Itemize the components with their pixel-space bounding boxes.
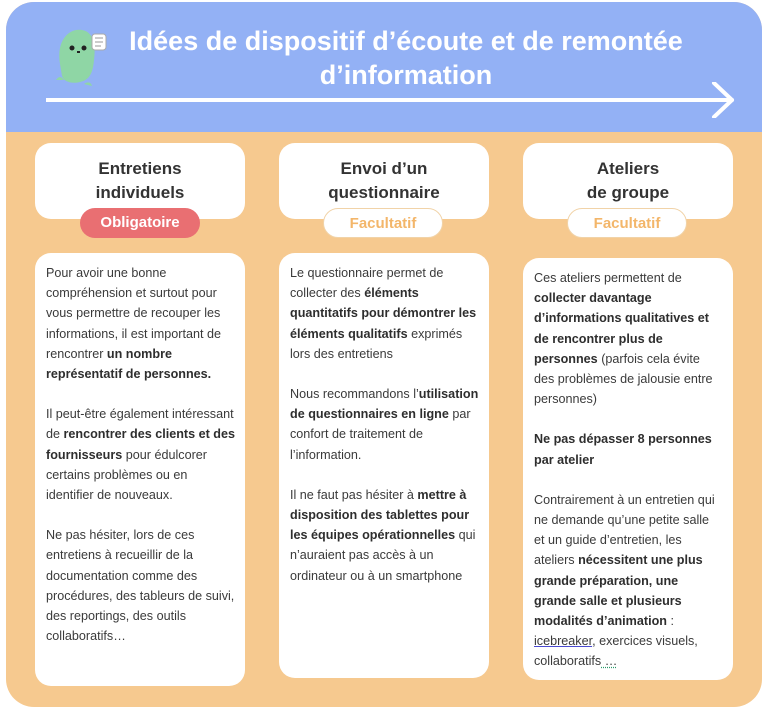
- text: Ne pas hésiter, lors de ces entretiens à recueillir de la documentation comme des procédures, des tableurs de suivi, des reportings, des outils collaboratifs…: [46, 528, 235, 644]
- column-title: Entretiens individuels: [95, 159, 185, 202]
- bold-text: Ne pas dépasser 8 personnes par atelier: [534, 432, 712, 467]
- text: Contrairement à un entretien qui ne demande qu’une petite salle et un guide d’entretien, les ateliers: [534, 492, 715, 568]
- infographic: [6, 2, 762, 707]
- bold-text: utilisation de questionnaires en ligne: [290, 387, 479, 422]
- column-title: Envoi d’un questionnaire: [328, 159, 440, 202]
- paragraph: [290, 263, 479, 364]
- text: Pour avoir une bonne compréhension et surtout pour vous permettre de recouper les informations, il est important de rencontrer: [46, 266, 221, 361]
- content-card-ateliers: [523, 258, 733, 680]
- content-card-questionnaire: [279, 253, 489, 678]
- text: pour édulcorer certains problèmes ou en identifier de nouveaux.: [46, 447, 208, 503]
- paragraph: [290, 384, 479, 465]
- paragraph: [534, 490, 723, 672]
- arrow-right-icon: [46, 82, 736, 118]
- text: , exercices visuels, collaboratifs: [534, 634, 698, 669]
- text: qui n’auraient pas accès à un ordinateur ou à un smartphone: [290, 528, 476, 583]
- bold-text: rencontrer des clients et des fournisseurs: [46, 427, 235, 462]
- icebreaker-link: icebreaker: [534, 634, 593, 649]
- column-title: Ateliers de groupe: [586, 159, 670, 202]
- paragraph: [534, 429, 723, 469]
- page-title: Idées de dispositif d’écoute et de remontée d’information: [129, 26, 683, 90]
- ghost-mascot-icon: [50, 24, 120, 90]
- paragraph: [290, 485, 479, 586]
- text: (parfois cela évite des problèmes de jalousie entre personnes): [534, 351, 713, 407]
- paragraph: [46, 525, 235, 646]
- text: :: [666, 614, 674, 629]
- bold-text: un nombre représentatif de personnes.: [46, 346, 212, 382]
- bold-text: mettre à disposition des tablettes pour les équipes opérationnelles: [290, 487, 470, 543]
- text: exprimés lors des entretiens: [290, 326, 463, 361]
- content-card-entretiens: [35, 253, 245, 686]
- badge-facultatif: Facultatif: [323, 208, 443, 238]
- text: par confort de traitement de l’information.: [290, 407, 471, 462]
- badge-facultatif: Facultatif: [567, 208, 687, 238]
- paragraph: [46, 404, 235, 505]
- text: Il ne faut pas hésiter à: [290, 487, 418, 502]
- bold-text: collecter davantage d’informations qualitatives et de rencontrer plus de personnes: [534, 291, 709, 366]
- header-banner: [6, 2, 762, 132]
- text: Il peut-être également intéressant de: [46, 407, 234, 442]
- text: Nous recommandons l’: [290, 387, 419, 402]
- paragraph: [534, 268, 723, 409]
- text: …: [601, 654, 618, 669]
- bold-text: éléments quantitatifs pour démontrer les éléments qualitatifs: [290, 286, 477, 341]
- paragraph: [46, 263, 235, 384]
- text: Le questionnaire permet de collecter des: [290, 266, 444, 301]
- text: Ces ateliers permettent de: [534, 271, 682, 285]
- badge-obligatoire: Obligatoire: [80, 208, 200, 238]
- bold-text: nécessitent une plus grande préparation, une grande salle et plusieurs modalités d’animation: [534, 553, 703, 629]
